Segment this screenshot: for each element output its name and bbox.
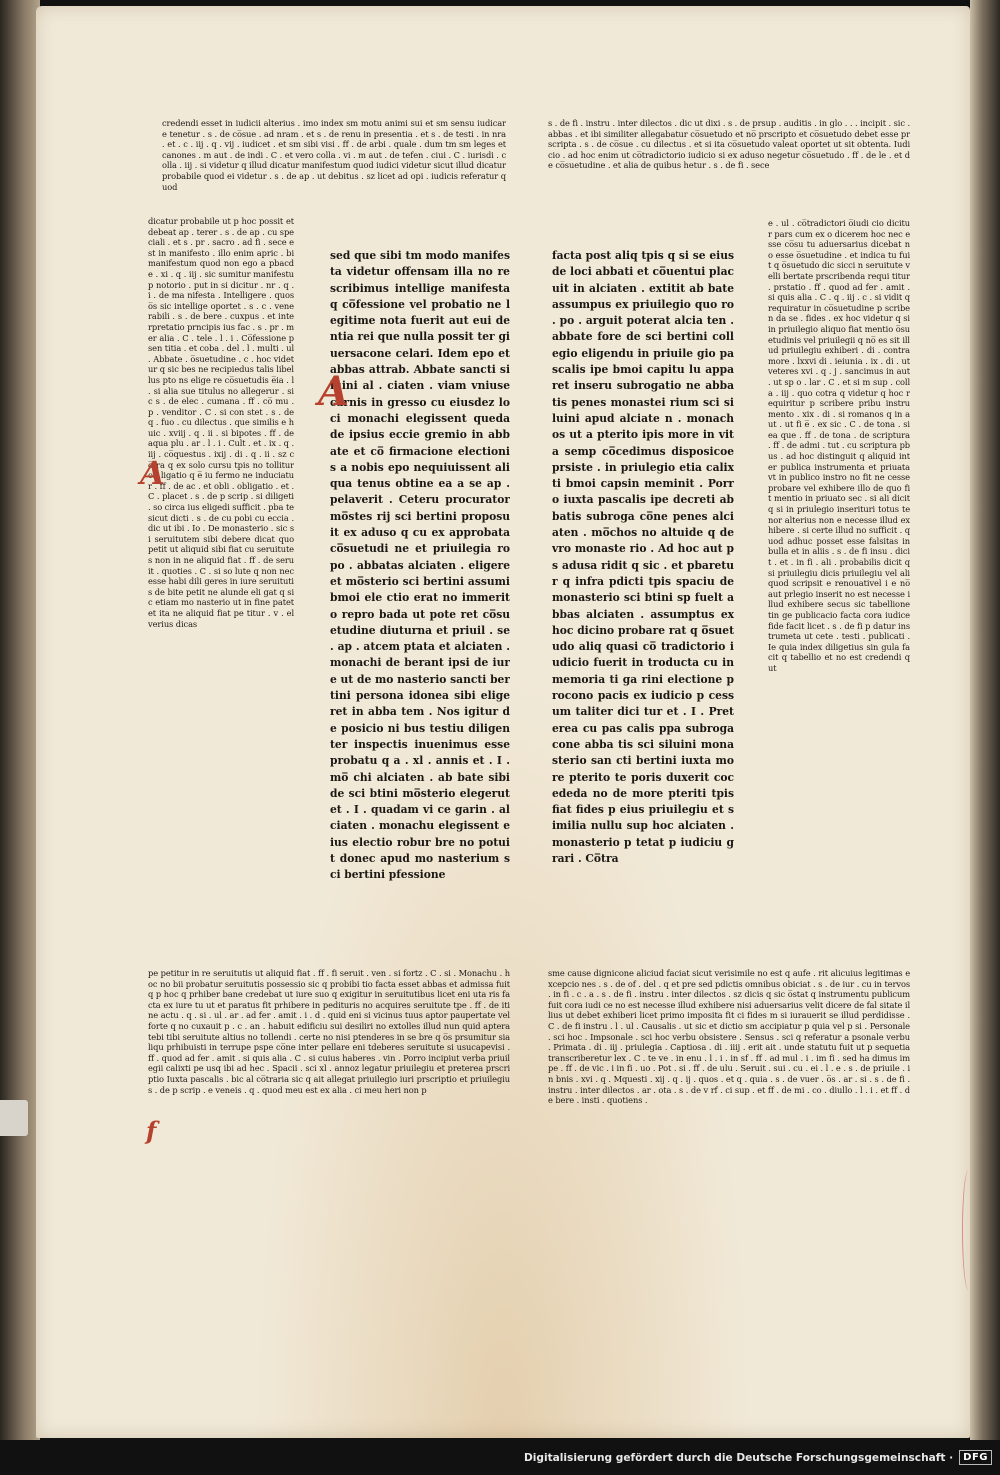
rubricated-initial-a: A [140,454,165,492]
main-text-column-1: sed que sibi tm modo manifesta videtur offensam illa no rescribimus intellige manifesta q co̅fessione vel probatio ne legitime nota fuerit aut eui dentia rei que nulla possit ter giuersacone celari. Idem epo et abbas attrab. Abbate sancti siluini al . ciaten . viam vniuse carnis in gresso cu eiusdez loci monachi elegissent queda de ipsius eccie gremio in abbate et co̅ firmacione electionis a nobis epo nequiuissent aliqua tenus obtine ea a se ap . pelaverit . Ceteru procurator mo̅stes rij sci bertini proposuit ex aduso q cu ex approbata co̅suetudi ne et priuilegia ro po . abbatas alciaten . eligere et mo̅sterio sci bertini assumi bmoi ele ctio erat no immerito repro bada ut pote ret co̅suetudine diuturna et priuil . se . ap . atcem ptata et alciaten . monachi de berant ipsi de iure ut de mo nasterio sancti bertini persona idonea sibi eligeret in abba tem . Nos igitur de posicio ni bus testiu diligenter inspectis inuenimus esse probatu q a . xl . annis et . I . mo̅ chi alciaten . ab bate sibi de sci btini mo̅sterio elegerut et . I . quadam vi ce garin . alciaten . monachu elegissent eius electio robur bre no potuit donec apud mo nasterium sci bertini pfessione [330,249,510,882]
page-tab-marker [0,1100,28,1136]
rubricated-initial-a-main: A [318,368,350,415]
left-book-edge [0,0,40,1440]
gloss-top-right: s . de fi . instru . inter dilectos . dic ut dixi . s . de prsup . auditis . in glo . . . incipit . sic . abbas . et ibi similiter allegabatur co̅suetudo et no̅ prscripto et co̅suetudo debet esse prscripta . s . de co̅sue . cu dilectus . et si ita co̅suetudo valeat oportet ut sit obtenta. Iudicio . ad hoc enim ut co̅tradictorio iudicio si ex aduso negetur co̅suetudo . ff . de le . et de co̅suetudine . et alia de quibus hetur . s . de fi . sece [548,118,910,171]
gloss-bottom-right: sme cause dignicone aliciud faciat sicut verisimile no est q aufe . rit alicuius legitimas excepcio nes . s . de of . del . q et pre sed pdictis omnibus obiciat . s . de iur . cu in tervos . in fi . c . a . s . de fi . instru . inter dilectos . sz dicis q sic o̅stat q instrumentu publicum fuit cora iudi ce no est necesse illud exhibere nisi aduersarius velit dicere de fal sitate illius ut debet exhiberi licet primo imposita fit ci fides m si iurauerit se illud perdidisse . C . de fi instru . l . ul . Causalis . ut sic et dictio sm accipiatur p quia vel p si . Personale . sci hoc . Impsonale . sci hoc verbu obsistere . Sensus . sci q referatur a psonale verbu . Primata . di . iij . priulegia . Captiosa . di . iiij . erit ait . unde statutu fuit ut p sequetia transcriberetur lex . C . te ve . in enu . l . i . in sf . ff . ad mul . i . im fi . sed ha dimus impe . ff . de vic . i in fi . uo . Pot . si . ff . de ulu . Seruit . sui . cu . ei . l . e . s . de priuile . in bnis . xvi . q . Mquesti . xij . q . ij . quos . et q . quia . s . de vuer . o̅s . ar . si . s . de fi . instru . inter dilectos . ar . ota . s . de v rf . ci sup . et ff . de mi . co . diullo . l . i . et ff . de bere . insti . quotiens . [548,968,910,1106]
rubricated-initial-f: f [146,1116,157,1145]
manuscript-page [36,6,970,1438]
margin-ink-mark [962,1170,975,1290]
main-text-column-2: facta post aliq tpis q si se eiusde loci abbati et co̅uentui placuit in alciaten . extitit ab bate assumpus ex priuilegio quo ro . po . arguit poterat alcia ten . abbate fore de sci bertini collegio eligendu in priuile gio pascalis ipe bmoi capitu lu apparet inseru subrogatio ne abbatis penes monastei rium sci siluini apud alciate n . monachos ut a pterito ipis more in vita semp co̅cedimus disposicoe prsiste . in priulegio etia calixti bmoi capsin meminit . Porro iuxta pascalis ipe decreti abbatis subroga co̅ne penes alciaten . mo̅chos no altuide q de vro monaste rio . Ad hoc aut ps adusa ridit q sic . et pbaretur q infra pdicti tpis spaciu de monasterio sci btini sp fuelt abbas alciaten . assumptus ex hoc dicino probare rat q o̅suetudo aliq quasi co̅ tradictorio iudicio fuerit in troducta cu in memoria ti ga rini electione procono pacis ex iudicio p cessum taliter dici tur et . I . Preterea cu pas calis ppa subrogacone abba tis sci siluini monasterio san cti bertini iuxta more pterito te poris duxerit cocededa no de more pteriti tpis fiat fides p eius priuilegiu et similia nullu sup hoc alciaten . monasterio p tetat p iudiciu grari . Co̅tra [552,249,734,865]
gloss-top-left: credendi esset in iudicii alterius . imo index sm motu animi sui et sm sensu iudicare tenetur . s . de co̅sue . ad nram . et s . de renu in presentia . et s . de testi . in nra . et . c . iij . q . vij . iudicet . et sm sibi visi . ff . de arbi . quale . dum tm sm leges et canones . m aut . de indi . C . et vero colla . vi . m aut . de tefen . ciui . C . iurisdi . colla . iij . si videtur q illud dicatur manifestum quod iudici videtur sicut illud dicatur probabile quod ei videtur . s . de ap . ut debitus . sz licet ad opi . iudicis referatur quod [162,118,506,192]
gloss-left-column: dicatur probabile ut p hoc possit et debeat ap . terer . s . de ap . cu speciali . et s . pr . sacro . ad fi . sece est in manifesto . illo enim apric . bi manifestum quod non ego a pbacde . xi . q . iij . sic sumitur manifestu p notorio . put in si dicitur . nr . q . i . de ma nifesta . Intelligere . quos o̅s sic intellige oportet . s . c . venerabili . s . de bere . cuxpus . et interpretatio prncipis ius fac . s . pr . mer alia . C . tele . l . i . Co̅fessione p sen titia . et coba . del . l . multi . ul . Abbate . o̅suetudine . c . hoc videtur q sic bes ne recipiedus talis libel lus pto ns elige re co̅suetudis e̅ia . l . si alia sue titulus no allegerur . sic s . de elec . cumana . ff . co̅ mu . p . venditor . C . si con stet . s . de q . fuo . cu dilectus . que similis e huic . xviij . q . ii . si bipotes . ff . de aqua plu . ar . l . i . Cult . et . ix . q . iij . co̅questus . ixij . di . q . ii . sz co̅tra q ex solo cursu tpis no tollitur ob ligatio q e̅ iu fermo ne induciatur . ff . de ac . et obli . obligatio . et . C . placet . s . de p scrip . si diligeti . so circa ius eligedi sufficit . pba te sicut dicti . s . de cu pobi cu eccia . dic ut ibi . Io . De monasterio . sic si seruitutem sibi debere dicat quo petit ut aliquid sibi fiat cu seruitutes non in ne aliquid fiat . ff . de seruit . quoties . C . si so lute q non necesse habi dili geres in iure seruitutis de bite petit ne alunde eli gat q sic etiam mo nasterio ut in fine patet et ita ne aliquid fiat pe titur . v . el verius dicas [148,216,294,629]
gloss-bottom-left: pe petitur in re seruitutis ut aliquid fiat . ff . fi seruit . ven . si fortz . C . si . Monachu . hoc no bii probatur seruitutis possessio sic q probibi tio facta esset abbas et admissa fuit q p hoc q prhiber bane credebat ut iure suo q exigitur in seruitutibus licet eni uta ris facta ex iure tu ut et paratus fit prhibere in pedituris no acquires seruitute tpe . ff . de itine actu . q . si . ul . ar . ad fer . amit . i . d . quid eni si vicinus tuus aptor paupertate vel forte q no cuxauit p . c . an . habuit edificiu sui desiliri no extolles illud nun quid aptera tebi tibi seruitute altius no tollendi . certe no nisi ptenderes in se bre q o̅s prsumitur sialiqu prhibuisti in terrupe pspe co̅ne inter pellare eni tdeberes seruitute si usucapevisi . ff . quod ad fer . amit . si quis alia . C . si cuius haberes . vin . Porro incipiut verba priuilegii calixti pe usq ibi ad hec . Spacii . sci xl . annoz legatur priuilegiu et preterea prscriptio Iuxta pascalis . bic al co̅traria sic q ait allegat priuilegio iuri prscriptio et priuilegiu s . de p scrip . e veneis . q . quod meu est ex alia . ci meu heri non p [148,968,510,1095]
funding-credit-text: Digitalisierung gefördert durch die Deutsche Forschungsgemeinschaft · [523,1451,954,1464]
gloss-right-column: e . ul . co̅tradictori o̅iudi cio dicitur pars cum ex o dicerem hoc nec esse co̅su tu aduersarius dicebat no esse o̅suetudine . et indica tu fuit q o̅suetudo dic sicci n seruitute velli bertate prscribenda requi titur . prstatio . ff . quod ad fer . amit . si quis alia . C . q . iij . c . si vidit q requiratur in co̅suetudine p scriben da se . fides . ex hoc videtur q si in priuilegio aliquo fiat mentio o̅suetudinis vel priuilegii q no̅ es sit illud priuilegiu exhiberi . di . contra more . lxxvi di . ieiunia . ix . di . ut veteres xvi . q . j . sancimus in aut . ut sp o . lar . C . et si m sup . colla . iij . quo cotra q videtur q hoc requiritur p scribere pribu instru mento . xix . di . si romanos q in aut . ut fi e̅ . ex sic . C . de tona . si ea que . ff . de tona . de scriptura . ff . de admi . tut . cu scriptura pbus . ad hoc distinguit q aliquid inter publica instrumenta et priuata vt in publico instro no fit ne cesse probare vel exhibere illo de quo fit mentio in priuato sec . si ali dicit q si in priulegio inserituri totus tenor alterius non e necesse illud exhibere . si certe illud no sufficit . quod adhuc posset esse falsitas in bulla et in aliis . s . de fi insu . dicit . et . in fi . ali . probabilis dicit q si priuilegiu dicis priuilegiu vel aliquod scripsit e renouativel i e no̅ aut prlegio inserit no est necesse illud exhibere secus sic tabellione tin ge publicacio facta cora iudice fide facit licet . s . de fi p datur instrumeta ut cete . testi . publicati . Ie quia index diligetius sin gula facit q tabellio et no est credendi q ut [768,218,910,673]
dfg-logo-icon: DFG [959,1450,992,1465]
digitization-footer [0,1440,1000,1475]
